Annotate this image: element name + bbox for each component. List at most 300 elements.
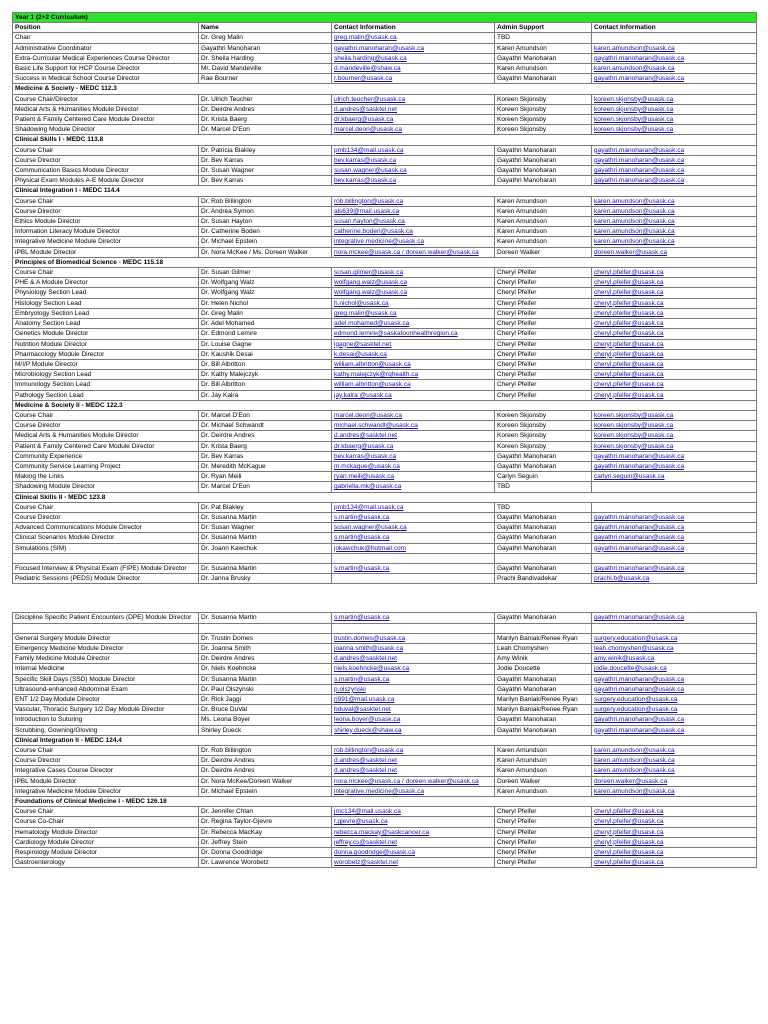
position-cell: Course Co-Chair: [13, 817, 199, 827]
contact-email-cell: [332, 654, 495, 664]
admin-email-link[interactable]: surgery.education@usask.ca: [594, 695, 678, 703]
admin-email-link[interactable]: gayathri.manoharan@usask.ca: [594, 75, 685, 83]
admin-support-cell: Cheryl Pfeifer: [495, 298, 592, 308]
table-row: [13, 74, 757, 84]
contact-email-link[interactable]: wolfgang.walz@usask.ca: [334, 289, 408, 297]
contact-email-link[interactable]: r.bourner@usask.ca: [334, 75, 393, 83]
table-row: [13, 684, 757, 694]
contact-email-cell: [332, 104, 495, 114]
admin-email-link[interactable]: cheryl.pfeifer@usask.ca: [594, 391, 664, 399]
contact-email-link[interactable]: s.martin@usask.ca: [334, 614, 390, 622]
admin-email-cell: [592, 807, 757, 817]
contact-email-link[interactable]: integrative.medicine@usask.ca: [334, 787, 425, 795]
admin-email-link[interactable]: cheryl.pfeifer@usask.ca: [594, 330, 664, 338]
admin-email-link[interactable]: cheryl.pfeifer@usask.ca: [594, 289, 664, 297]
admin-email-link[interactable]: gayathri.manoharan@usask.ca: [594, 177, 685, 185]
admin-email-link[interactable]: gayathri.manoharan@usask.ca: [594, 54, 685, 62]
admin-email-link[interactable]: gayathri.manoharan@usask.ca: [594, 544, 685, 552]
admin-email-link[interactable]: koreen.skjonsby@usask.ca: [594, 442, 674, 450]
admin-support-cell: Gayathri Manoharan: [495, 145, 592, 155]
contact-email-cell: [332, 441, 495, 451]
contact-email-link[interactable]: william.albritton@usask.ca: [334, 381, 411, 389]
table-row: [13, 349, 757, 359]
contact-email-link[interactable]: susan.wagner@usask.ca: [334, 524, 407, 532]
contact-email-link[interactable]: catherine.boden@usask.ca: [334, 228, 413, 236]
admin-email-link[interactable]: cheryl.pfeifer@usask.ca: [594, 299, 664, 307]
contact-email-link[interactable]: susan.wagner@usask.ca: [334, 167, 407, 175]
contact-email-link[interactable]: joanna.smith@usask.ca: [334, 644, 404, 652]
table-row: [13, 827, 757, 837]
admin-email-cell: [592, 329, 757, 339]
table-row: [13, 155, 757, 165]
position-cell: Extra-Curricular Medical Experiences Course Director: [13, 53, 199, 63]
admin-email-link[interactable]: gayathri.manoharan@usask.ca: [594, 146, 685, 154]
section-title: Principles of Biomedical Science - MEDC 115.18: [13, 257, 757, 267]
blank-cell: [199, 584, 332, 613]
contact-email-link[interactable]: marcel.deon@usask.ca: [334, 411, 403, 419]
contact-email-cell: [332, 613, 495, 623]
admin-email-cell: [592, 664, 757, 674]
name-cell: Dr. Krista Baerg: [199, 441, 332, 451]
position-cell: Embryology Section Lead: [13, 308, 199, 318]
admin-email-link[interactable]: koreen.skjonsby@usask.ca: [594, 411, 674, 419]
admin-email-link[interactable]: karen.amundson@usask.ca: [594, 197, 675, 205]
contact-email-link[interactable]: d.andres@sasktel.net: [334, 767, 397, 775]
admin-email-cell: [592, 298, 757, 308]
admin-email-link[interactable]: amy.winik@usask.ca: [594, 655, 655, 663]
contact-email-cell: [332, 53, 495, 63]
admin-email-link[interactable]: cheryl.pfeifer@usask.ca: [594, 340, 664, 348]
admin-support-cell: Cheryl Pfeifer: [495, 268, 592, 278]
table-row: [13, 176, 757, 186]
contact-email-link[interactable]: niels.koehncke@usask.ca: [334, 665, 410, 673]
table-row: [13, 654, 757, 664]
admin-email-link[interactable]: karen.amundson@usask.ca: [594, 757, 675, 765]
admin-email-link[interactable]: gayathri.manoharan@usask.ca: [594, 452, 685, 460]
header-contact-information: Contact Information: [332, 23, 495, 33]
position-cell: Microbiology Section Lead: [13, 370, 199, 380]
table-row: [13, 145, 757, 155]
contact-email-link[interactable]: bev.karras@usask.ca: [334, 156, 397, 164]
admin-email-link[interactable]: surgery.education@usask.ca: [594, 706, 678, 714]
admin-email-link[interactable]: koreen.skjonsby@usask.ca: [594, 105, 674, 113]
contact-email-link[interactable]: jeffrey.cs@sasktel.net: [334, 838, 398, 846]
contact-email-link[interactable]: dr.kbaerg@usask.ca: [334, 442, 394, 450]
contact-email-cell: [332, 633, 495, 643]
contact-email-link[interactable]: sheila.harding@usask.ca: [334, 54, 407, 62]
admin-support-cell: Koreen Skjonsby: [495, 410, 592, 420]
blank-cell: [592, 623, 757, 633]
position-cell: Course Chair: [13, 145, 199, 155]
position-cell: Course Director: [13, 421, 199, 431]
table-row: [13, 613, 757, 623]
contact-email-link[interactable]: integrative.medicine@usask.ca: [334, 238, 425, 246]
name-cell: Dr. Kathy Malejczyk: [199, 370, 332, 380]
position-cell: Vascular, Thoracic Surgery 1/2 Day Module Director: [13, 705, 199, 715]
admin-email-link[interactable]: gayathri.manoharan@usask.ca: [594, 716, 685, 724]
contact-email-cell: [332, 786, 495, 796]
admin-support-cell: Karen Amundson: [495, 745, 592, 755]
admin-email-link[interactable]: doreen.walker@usask.ca: [594, 248, 668, 256]
contact-email-link[interactable]: s.martin@usask.ca: [334, 675, 390, 683]
contact-email-cell: [332, 766, 495, 776]
header-position: Position: [13, 23, 199, 33]
admin-support-cell: Cheryl Pfeifer: [495, 837, 592, 847]
contact-email-link[interactable]: donna.goodridge@usask.ca: [334, 849, 416, 857]
position-cell: Patient & Family Centered Care Module Director: [13, 441, 199, 451]
admin-email-cell: [592, 715, 757, 725]
contact-email-cell: [332, 237, 495, 247]
contact-email-cell: [332, 390, 495, 400]
contact-email-link[interactable]: leona.boyer@usask.ca: [334, 716, 401, 724]
contact-email-link[interactable]: bev.karras@usask.ca: [334, 177, 397, 185]
admin-support-cell: Gayathri Manoharan: [495, 725, 592, 735]
table-row: [13, 482, 757, 492]
admin-email-link[interactable]: karen.amundson@usask.ca: [594, 207, 675, 215]
admin-email-link[interactable]: cheryl.pfeifer@usask.ca: [594, 269, 664, 277]
section-header-row: [13, 257, 757, 267]
position-cell: Family Medicine Module Director: [13, 654, 199, 664]
admin-email-cell: [592, 237, 757, 247]
contact-email-link[interactable]: jmc134@mail.usask.ca: [334, 808, 401, 816]
position-cell: Pathology Section Lead: [13, 390, 199, 400]
admin-email-link[interactable]: cheryl.pfeifer@usask.ca: [594, 828, 664, 836]
admin-email-link[interactable]: cheryl.pfeifer@usask.ca: [594, 320, 664, 328]
contact-email-link[interactable]: p.olszynski: [334, 685, 366, 693]
admin-email-cell: [592, 104, 757, 114]
contact-email-cell: [332, 574, 495, 584]
table-row: [13, 33, 757, 43]
admin-support-cell: Karen Amundson: [495, 217, 592, 227]
contact-email-link[interactable]: worobetz@sasktel.net: [334, 859, 399, 867]
name-cell: Dr. Patricia Blakley: [199, 145, 332, 155]
contact-email-cell: [332, 837, 495, 847]
table-row: [13, 268, 757, 278]
admin-email-link[interactable]: leah.chomyshen@usask.ca: [594, 644, 674, 652]
section-title: Medicine & Society II - MEDC 122.3: [13, 400, 757, 410]
admin-email-link[interactable]: cheryl.pfeifer@usask.ca: [594, 838, 664, 846]
admin-email-link[interactable]: gayathri.manoharan@usask.ca: [594, 726, 685, 734]
name-cell: Dr. Rob Billington: [199, 196, 332, 206]
directory-table: [12, 12, 757, 868]
table-row: [13, 421, 757, 431]
table-row: [13, 370, 757, 380]
contact-email-link[interactable]: bduval@sasktel.net: [334, 706, 391, 714]
table-row: [13, 104, 757, 114]
name-cell: Dr. Marcel D'Eon: [199, 482, 332, 492]
table-row: [13, 431, 757, 441]
position-cell: Respirology Module Director: [13, 848, 199, 858]
admin-email-link[interactable]: cheryl.pfeifer@usask.ca: [594, 818, 664, 826]
header-row: [13, 23, 757, 33]
contact-email-link[interactable]: ryan.meili@usask.ca: [334, 473, 395, 481]
admin-email-link[interactable]: karen.amundson@usask.ca: [594, 65, 675, 73]
name-cell: Dr. Wolfgang Walz: [199, 278, 332, 288]
contact-email-cell: [332, 319, 495, 329]
contact-email-cell: [332, 278, 495, 288]
contact-email-link[interactable]: jay.kalra @usask.ca: [334, 391, 392, 399]
admin-support-cell: TBD: [495, 482, 592, 492]
admin-email-link[interactable]: gayathri.manoharan@usask.ca: [594, 524, 685, 532]
name-cell: Dr. Marcel D'Eon: [199, 125, 332, 135]
contact-email-cell: [332, 268, 495, 278]
contact-email-link[interactable]: edmond.lemire@saskatoonhealthregion.ca: [334, 330, 458, 338]
admin-support-cell: Gayathri Manoharan: [495, 543, 592, 553]
name-cell: Dr. Bev Karras: [199, 451, 332, 461]
contact-email-cell: [332, 848, 495, 858]
admin-email-link[interactable]: cheryl.pfeifer@usask.ca: [594, 279, 664, 287]
admin-email-cell: [592, 268, 757, 278]
contact-email-link[interactable]: susan.hayton@usask.ca: [334, 218, 405, 226]
contact-email-link[interactable]: marcel.deon@usask.ca: [334, 126, 403, 134]
admin-email-link[interactable]: karen.amundson@usask.ca: [594, 746, 675, 754]
position-cell: Medical Arts & Humanities Module Director: [13, 104, 199, 114]
admin-support-cell: Gayathri Manoharan: [495, 684, 592, 694]
admin-email-link[interactable]: karen.amundson@usask.ca: [594, 228, 675, 236]
contact-email-link[interactable]: michael.schwandt@usask.ca: [334, 422, 418, 430]
position-cell: Course Chair: [13, 196, 199, 206]
admin-email-link[interactable]: surgery.education@usask.ca: [594, 634, 678, 642]
contact-email-cell: [332, 166, 495, 176]
admin-email-link[interactable]: cheryl.pfeifer@usask.ca: [594, 309, 664, 317]
admin-email-link[interactable]: gayathri.manoharan@usask.ca: [594, 675, 685, 683]
contact-email-link[interactable]: als639@mail.usask.ca: [334, 207, 400, 215]
name-cell: Dr. Donna Goodridge: [199, 848, 332, 858]
admin-email-cell: [592, 33, 757, 43]
contact-email-link[interactable]: s.martin@usask.ca: [334, 534, 390, 542]
contact-email-link[interactable]: greg.malin@usask.ca: [334, 34, 397, 42]
admin-email-link[interactable]: gayathri.manoharan@usask.ca: [594, 685, 685, 693]
contact-email-link[interactable]: h.nichol@usask.ca: [334, 299, 389, 307]
contact-email-cell: [332, 543, 495, 553]
name-cell: Dr. Deirdre Andres: [199, 431, 332, 441]
admin-support-cell: Cheryl Pfeifer: [495, 288, 592, 298]
contact-email-link[interactable]: s.martin@usask.ca: [334, 513, 390, 521]
admin-support-cell: Karen Amundson: [495, 786, 592, 796]
table-row: [13, 523, 757, 533]
position-cell: Course Director: [13, 206, 199, 216]
admin-email-cell: [592, 166, 757, 176]
admin-email-link[interactable]: karen.amundson@usask.ca: [594, 238, 675, 246]
name-cell: Dr. Bill Albritton: [199, 380, 332, 390]
admin-email-link[interactable]: doreen.walker@usask.ca: [594, 777, 668, 785]
blank-cell: [592, 584, 757, 613]
contact-email-link[interactable]: ulrich.teucher@usask.ca: [334, 95, 406, 103]
admin-email-link[interactable]: cheryl.pfeifer@usask.ca: [594, 808, 664, 816]
blank-cell: [199, 623, 332, 633]
admin-email-link[interactable]: gayathri.manoharan@usask.ca: [594, 167, 685, 175]
admin-email-link[interactable]: koreen.skjonsby@usask.ca: [594, 116, 674, 124]
blank-cell: [332, 584, 495, 613]
admin-email-cell: [592, 349, 757, 359]
admin-email-link[interactable]: koreen.skjonsby@usask.ca: [594, 126, 674, 134]
position-cell: Shadowing Module Director: [13, 482, 199, 492]
position-cell: Integrative Medicine Module Director: [13, 786, 199, 796]
admin-email-link[interactable]: gayathri.manoharan@usask.ca: [594, 564, 685, 572]
admin-email-link[interactable]: gayathri.manoharan@usask.ca: [594, 513, 685, 521]
admin-email-link[interactable]: gayathri.manoharan@usask.ca: [594, 614, 685, 622]
admin-email-cell: [592, 613, 757, 623]
admin-email-cell: [592, 115, 757, 125]
title-row: [13, 13, 757, 23]
admin-email-link[interactable]: cheryl.pfeifer@usask.ca: [594, 381, 664, 389]
name-cell: Gayathri Manoharan: [199, 43, 332, 53]
contact-email-link[interactable]: gabriella.mk@usask.ca: [334, 483, 402, 491]
contact-email-link[interactable]: rob.billington@usask.ca: [334, 746, 404, 754]
admin-email-link[interactable]: gayathri.manoharan@usask.ca: [594, 462, 685, 470]
admin-email-link[interactable]: koreen.skjonsby@usask.ca: [594, 422, 674, 430]
position-cell: Basic Life Support for HCP Course Director: [13, 64, 199, 74]
admin-email-link[interactable]: carlyn.seguin@usask.ca: [594, 473, 665, 481]
admin-email-cell: [592, 776, 757, 786]
blank-cell: [495, 584, 592, 613]
admin-support-cell: Doreen Walker: [495, 776, 592, 786]
contact-email-link[interactable]: trustin.domes@usask.ca: [334, 634, 406, 642]
admin-email-cell: [592, 827, 757, 837]
admin-support-cell: Cheryl Pfeifer: [495, 380, 592, 390]
contact-email-link[interactable]: wolfgang.walz@usask.ca: [334, 279, 408, 287]
admin-email-cell: [592, 370, 757, 380]
position-cell: M/I/P Module Director: [13, 359, 199, 369]
admin-support-cell: Karen Amundson: [495, 756, 592, 766]
admin-email-cell: [592, 390, 757, 400]
admin-email-link[interactable]: koreen.skjonsby@usask.ca: [594, 432, 674, 440]
admin-email-link[interactable]: karen.amundson@usask.ca: [594, 787, 675, 795]
contact-email-link[interactable]: m.mckague@usask.ca: [334, 462, 400, 470]
contact-email-cell: [332, 176, 495, 186]
contact-email-link[interactable]: d.andres@sasktel.net: [334, 655, 397, 663]
admin-email-link[interactable]: karen.amundson@usask.ca: [594, 767, 675, 775]
admin-email-link[interactable]: cheryl.pfeifer@usask.ca: [594, 859, 664, 867]
name-cell: Dr. Lawrence Worobetz: [199, 858, 332, 868]
admin-support-cell: Gayathri Manoharan: [495, 674, 592, 684]
table-row: [13, 166, 757, 176]
contact-email-cell: [332, 247, 495, 257]
blank-cell: [199, 553, 332, 563]
admin-email-link[interactable]: karen.amundson@usask.ca: [594, 44, 675, 52]
position-cell: Pediatric Sessions (PEDS) Module Director: [13, 574, 199, 584]
admin-email-link[interactable]: cheryl.pfeifer@usask.ca: [594, 849, 664, 857]
contact-email-link[interactable]: shirley.dueck@shaw.ca: [334, 726, 402, 734]
admin-email-cell: [592, 227, 757, 237]
admin-email-link[interactable]: cheryl.pfeifer@usask.ca: [594, 350, 664, 358]
contact-email-cell: [332, 410, 495, 420]
contact-email-link[interactable]: rj991@mail.usask.ca: [334, 695, 395, 703]
admin-email-link[interactable]: jodie.doucette@usask.ca: [594, 665, 667, 673]
position-cell: Community Service Learning Project: [13, 461, 199, 471]
position-cell: Course Chair: [13, 502, 199, 512]
contact-email-link[interactable]: lgagne@sasktel.net: [334, 340, 392, 348]
name-cell: Dr. Susanna Martin: [199, 674, 332, 684]
contact-email-link[interactable]: dr.kbaerg@usask.ca: [334, 116, 394, 124]
admin-email-cell: [592, 288, 757, 298]
name-cell: Dr. Nora McKee / Ms. Doreen Walker: [199, 247, 332, 257]
contact-email-link[interactable]: greg.malin@usask.ca: [334, 309, 397, 317]
table-row: [13, 227, 757, 237]
admin-email-link[interactable]: gayathri.manoharan@usask.ca: [594, 534, 685, 542]
admin-support-cell: Carlyn Seguin: [495, 472, 592, 482]
contact-email-link[interactable]: r.gjevre@usask.ca: [334, 818, 388, 826]
contact-email-link[interactable]: rebecca.mackay@saskcancer.ca: [334, 828, 430, 836]
contact-email-cell: [332, 807, 495, 817]
section-title: Clinical Integration II - MEDC 124.4: [13, 735, 757, 745]
name-cell: Dr. Michael Epstein: [199, 786, 332, 796]
table-row: [13, 725, 757, 735]
contact-email-link[interactable]: gayathri.manoharan@usask.ca: [334, 44, 425, 52]
contact-email-link[interactable]: s.martin@usask.ca: [334, 564, 390, 572]
admin-email-cell: [592, 308, 757, 318]
section-header-row: [13, 797, 757, 807]
admin-email-cell: [592, 533, 757, 543]
table-row: [13, 776, 757, 786]
contact-email-link[interactable]: rob.billington@usask.ca: [334, 197, 404, 205]
contact-email-cell: [332, 664, 495, 674]
name-cell: Dr. Deirdre Andres: [199, 766, 332, 776]
contact-email-link[interactable]: k.desai@usask.ca: [334, 350, 387, 358]
admin-email-cell: [592, 848, 757, 858]
admin-support-cell: Cheryl Pfeifer: [495, 359, 592, 369]
table-row: [13, 206, 757, 216]
contact-email-link[interactable]: kathy.malejczyk@rqhealth.ca: [334, 371, 419, 379]
admin-support-cell: Gayathri Manoharan: [495, 613, 592, 623]
table-row: [13, 451, 757, 461]
contact-email-link[interactable]: susan.gilmer@usask.ca: [334, 269, 404, 277]
contact-email-link[interactable]: nora.mckee@usask.ca / doreen.walker@usask.ca: [334, 777, 479, 785]
contact-email-link[interactable]: william.albritton@usask.ca: [334, 360, 411, 368]
contact-email-cell: [332, 94, 495, 104]
position-cell: Success in Medical School Course Director: [13, 74, 199, 84]
admin-support-cell: Koreen Skjonsby: [495, 94, 592, 104]
contact-email-cell: [332, 308, 495, 318]
contact-email-link[interactable]: d.mandeville@shaw.ca: [334, 65, 401, 73]
contact-email-link[interactable]: d.andres@sasktel.net: [334, 432, 397, 440]
admin-support-cell: Koreen Skjonsby: [495, 104, 592, 114]
name-cell: Dr. Wolfgang Walz: [199, 288, 332, 298]
contact-email-link[interactable]: nora.mckee@usask.ca / doreen.walker@usask.ca: [334, 248, 479, 256]
admin-support-cell: Cheryl Pfeifer: [495, 319, 592, 329]
admin-email-link[interactable]: koreen.skjonsby@usask.ca: [594, 95, 674, 103]
blank-cell: [13, 623, 199, 633]
contact-email-link[interactable]: pmb134@mail.usask.ca: [334, 146, 404, 154]
table-row: [13, 125, 757, 135]
contact-email-link[interactable]: jokawchuk@hotmail.com: [334, 544, 406, 552]
admin-email-link[interactable]: cheryl.pfeifer@usask.ca: [594, 360, 664, 368]
contact-email-cell: [332, 298, 495, 308]
contact-email-link[interactable]: d.andres@sasktel.net: [334, 757, 397, 765]
admin-email-cell: [592, 359, 757, 369]
contact-email-link[interactable]: adel.mohamed@usask.ca: [334, 320, 410, 328]
table-row: [13, 329, 757, 339]
admin-email-link[interactable]: gayathri.manoharan@usask.ca: [594, 156, 685, 164]
name-cell: Dr. Pat Blakley: [199, 502, 332, 512]
contact-email-cell: [332, 725, 495, 735]
admin-email-cell: [592, 766, 757, 776]
admin-email-cell: [592, 574, 757, 584]
contact-email-link[interactable]: d.andres@sasktel.net: [334, 105, 397, 113]
name-cell: Dr. Joann Kawchuk: [199, 543, 332, 553]
admin-email-cell: [592, 745, 757, 755]
admin-email-link[interactable]: prachi.b@usask.ca: [594, 575, 650, 583]
admin-email-link[interactable]: cheryl.pfeifer@usask.ca: [594, 371, 664, 379]
admin-email-link[interactable]: karen.amundson@usask.ca: [594, 218, 675, 226]
admin-email-cell: [592, 339, 757, 349]
contact-email-link[interactable]: pmb134@mail.usask.ca: [334, 503, 404, 511]
admin-support-cell: Cheryl Pfeifer: [495, 817, 592, 827]
contact-email-cell: [332, 206, 495, 216]
name-cell: Dr. Niels Koehncke: [199, 664, 332, 674]
contact-email-link[interactable]: bev.karras@usask.ca: [334, 452, 397, 460]
admin-email-cell: [592, 145, 757, 155]
